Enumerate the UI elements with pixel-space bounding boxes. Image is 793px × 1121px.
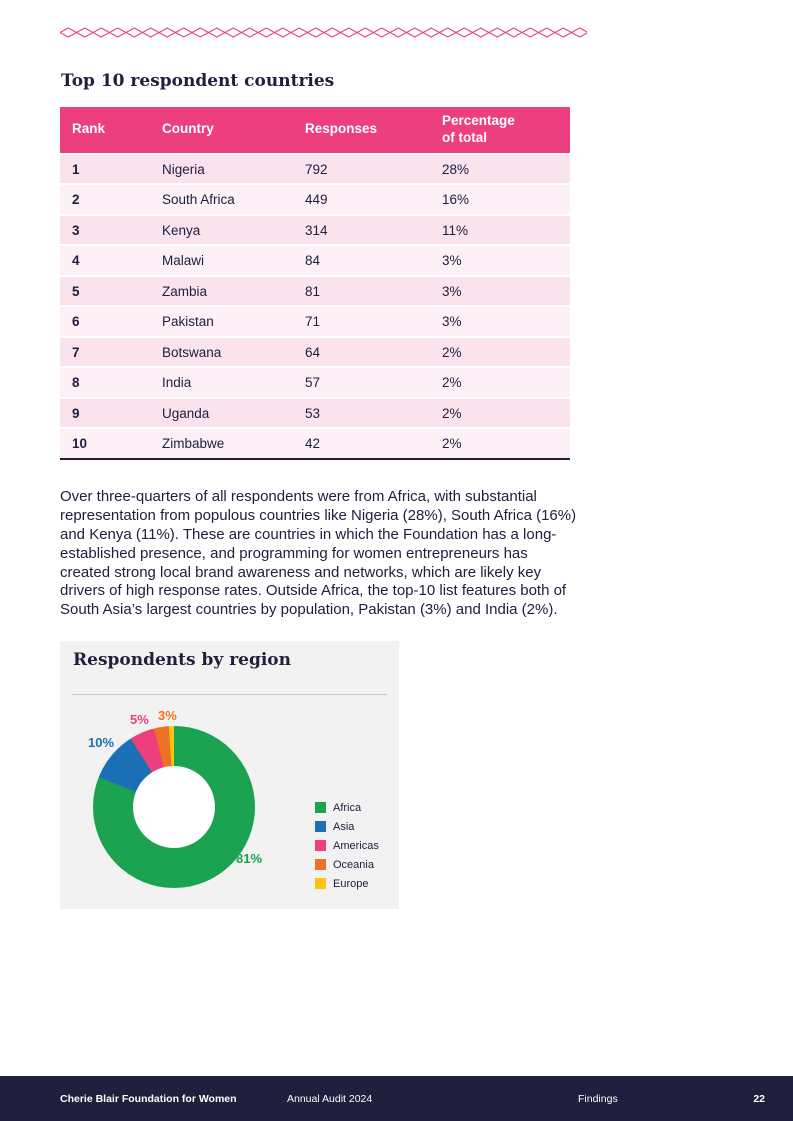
label-asia-pct: 10% (88, 735, 115, 750)
country-cell: India (150, 367, 293, 398)
page-title: Top 10 respondent countries (61, 71, 335, 91)
responses-cell: 449 (293, 184, 430, 215)
responses-cell: 84 (293, 245, 430, 276)
legend-swatch-oceania (315, 859, 326, 870)
table-row (60, 215, 570, 246)
table-row (60, 276, 570, 307)
chart-divider (72, 694, 387, 695)
legend-item-oceania (315, 855, 379, 874)
legend-label-asia: Asia (333, 820, 355, 833)
table-row (60, 367, 570, 398)
donut-hole (133, 766, 215, 848)
percentage-cell: 3% (430, 276, 570, 307)
country-cell: Nigeria (150, 154, 293, 185)
responses-cell: 42 (293, 428, 430, 459)
percentage-cell: 3% (430, 245, 570, 276)
donut-chart (93, 726, 255, 888)
percentage-cell: 28% (430, 154, 570, 185)
col-header-rank: Rank (60, 107, 150, 154)
rank-cell: 4 (60, 245, 150, 276)
footer-section: Findings (578, 1092, 618, 1105)
footer-organisation: Cherie Blair Foundation for Women (60, 1092, 237, 1105)
rank-cell: 7 (60, 337, 150, 368)
label-americas-pct: 5% (130, 712, 149, 727)
responses-cell: 71 (293, 306, 430, 337)
legend-label-europe: Europe (333, 877, 369, 890)
percentage-cell: 11% (430, 215, 570, 246)
footer-document: Annual Audit 2024 (287, 1092, 373, 1105)
country-cell: Pakistan (150, 306, 293, 337)
percentage-cell: 2% (430, 398, 570, 429)
legend-item-americas (315, 836, 379, 855)
chart-legend (315, 798, 379, 893)
col-header-responses: Responses (293, 107, 430, 154)
label-africa-pct: 81% (236, 851, 263, 866)
table-row (60, 154, 570, 185)
rank-cell: 3 (60, 215, 150, 246)
footer-page-number: 22 (753, 1092, 765, 1105)
table-row (60, 306, 570, 337)
col-header-percentage: Percentage of total (430, 107, 570, 154)
country-cell: Uganda (150, 398, 293, 429)
responses-cell: 53 (293, 398, 430, 429)
legend-swatch-asia (315, 821, 326, 832)
legend-label-oceania: Oceania (333, 858, 374, 871)
country-cell: Zimbabwe (150, 428, 293, 459)
legend-swatch-africa (315, 802, 326, 813)
country-cell: Kenya (150, 215, 293, 246)
responses-cell: 57 (293, 367, 430, 398)
body-paragraph: Over three-quarters of all respondents were from Africa, with substantial representation from populous countries like Nigeria (28%), South Africa (16%) and Kenya (11%). These are countries in which the Foundation has a long-established presence, and programming for women entrepreneurs has created strong local brand awareness and networks, which are likely key drivers of high response rates. Outside Africa, the top-10 list features both of South Asia’s largest countries by population, Pakistan (3%) and India (2%). (60, 488, 577, 619)
percentage-cell: 2% (430, 337, 570, 368)
responses-cell: 81 (293, 276, 430, 307)
country-cell: South Africa (150, 184, 293, 215)
legend-item-asia (315, 817, 379, 836)
table-row (60, 428, 570, 459)
legend-swatch-europe (315, 878, 326, 889)
responses-cell: 792 (293, 154, 430, 185)
rank-cell: 1 (60, 154, 150, 185)
country-cell: Zambia (150, 276, 293, 307)
percentage-cell: 16% (430, 184, 570, 215)
percentage-cell: 2% (430, 428, 570, 459)
percentage-cell: 2% (430, 367, 570, 398)
table-row (60, 337, 570, 368)
rank-cell: 6 (60, 306, 150, 337)
legend-item-europe (315, 874, 379, 893)
rank-cell: 5 (60, 276, 150, 307)
label-oceania-pct: 3% (158, 708, 177, 723)
rank-cell: 2 (60, 184, 150, 215)
page-footer (0, 1076, 793, 1121)
rank-cell: 10 (60, 428, 150, 459)
percentage-cell: 3% (430, 306, 570, 337)
table-row (60, 398, 570, 429)
top10-countries-table (60, 107, 570, 460)
country-cell: Malawi (150, 245, 293, 276)
region-chart-card (60, 641, 399, 909)
decorative-chain-border (60, 27, 587, 38)
col-header-country: Country (150, 107, 293, 154)
rank-cell: 9 (60, 398, 150, 429)
legend-swatch-americas (315, 840, 326, 851)
country-cell: Botswana (150, 337, 293, 368)
table-row (60, 184, 570, 215)
chart-title: Respondents by region (73, 650, 292, 670)
legend-label-africa: Africa (333, 801, 362, 814)
table-row (60, 245, 570, 276)
table-header-row (60, 107, 570, 154)
legend-item-africa (315, 798, 379, 817)
rank-cell: 8 (60, 367, 150, 398)
responses-cell: 64 (293, 337, 430, 368)
responses-cell: 314 (293, 215, 430, 246)
legend-label-americas: Americas (333, 839, 379, 852)
